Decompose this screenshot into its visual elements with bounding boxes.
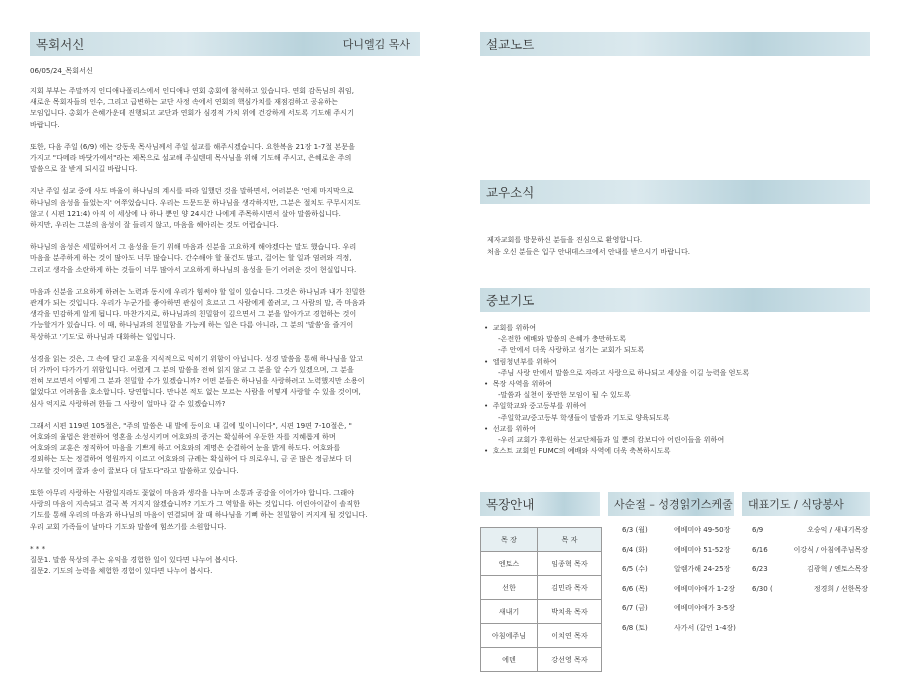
duty-date: 6/30 (: [752, 584, 773, 593]
prayer-item: -주님 사랑 안에서 말씀으로 자라고 사랑으로 하나되고 세상을 이길 능력을 얻도록: [498, 367, 750, 377]
letter-paragraph: [30, 286, 368, 342]
letter-line: 질문2. 기도의 능력을 체험한 경험이 있다면 나누어 봅시다.: [30, 566, 213, 576]
letter-paragraph: [30, 141, 368, 175]
bullet-icon: •: [484, 401, 493, 411]
letter-line: 마음과 신분을 고요하게 하려는 노력과 동시에 우리가 힘써야 할 일이 있습니다. 그것은 하나님과 내가 친밀한: [30, 286, 366, 296]
bullet-icon: •: [484, 356, 493, 366]
reading-date: 6/3 (월): [622, 526, 648, 534]
group-name-cell: 아침에주님: [481, 624, 538, 648]
letter-line: 하나님의 음성은 세밀하여서 그 음성을 듣기 위해 마음과 신분을 고요하게 해야겠다는 말도 했습니다. 우리: [30, 242, 357, 252]
letter-line: 그래서 시편 119편 105절은, "주의 말씀은 내 발에 등이요 내 길에 빛이니이다", 시편 19편 7-10절은, ": [30, 420, 352, 430]
letter-line: 그리고 생각을 소란하게 하는 것들이 너무 많아서 고요하게 하나님의 음성을 듣기 어려운 것이 현실입니다.: [30, 264, 357, 274]
group-column-header: 목 장: [481, 528, 538, 552]
leader-name-cell: 이치연 목자: [538, 624, 602, 648]
duty-assignee: 김광혁 / 엔토스목장: [807, 565, 868, 573]
letter-line: 지회 부부는 주말까지 인디애나폴리스에서 인디애나 연회 총회에 참석하고 있습니다. 연회 감독님의 취임,: [30, 86, 354, 95]
duty-title: 대표기도 / 식당봉사: [748, 498, 844, 511]
sermon-note-title: 설교노트: [486, 37, 535, 52]
table-row: [481, 648, 602, 672]
list-item: [752, 541, 868, 561]
letter-line: 하나님의 음성을 들었는지' 여쭈었습니다. 우리는 드문드문 하나님을 생각하지만, 그분은 절치도 쿠무시지도: [30, 197, 361, 207]
pastoral-group-title: 목장안내: [486, 497, 535, 512]
reading-passage: 에베미야 49-50장: [674, 526, 731, 534]
letter-date-line: 06/05/24_목회서신: [30, 66, 93, 75]
prayer-topic: [484, 423, 749, 434]
prayer-item: -말씀과 실천이 풍만한 모임이 될 수 있도록: [498, 390, 631, 400]
letter-line: 더 가까이 다가가기 위함입니다. 어렸게 그 분의 말씀을 전혀 읽지 않고 그 분을 알 수가 있겠으며, 그 분을: [30, 365, 354, 375]
reading-schedule-list: [622, 521, 736, 638]
duty-date: 6/9: [752, 526, 764, 534]
duty-schedule-list: [752, 521, 868, 599]
letter-line: 묵상하고 '기도'로 하나님과 대화하는 일입니다.: [30, 331, 176, 341]
leader-name-cell: 김민라 목자: [538, 576, 602, 600]
bullet-icon: •: [484, 379, 493, 389]
letter-paragraph: [30, 353, 368, 409]
letter-line: 새로운 목회자들의 인수, 그리고 급변하는 교단 사정 속에서 연회의 핵심가치를 재점검하고 공유하는: [30, 97, 339, 107]
duty-date: 6/16: [752, 545, 768, 554]
letter-line: 또한 아무리 사랑하는 사람일지라도 꽃없이 마음과 생각을 나누며 소통과 공감을 이어가야 합니다. 그래야: [30, 487, 354, 497]
letter-line: 말씀으로 잘 받게 되시길 바랍니다.: [30, 164, 138, 174]
list-item: [622, 560, 736, 580]
list-item: [752, 521, 868, 541]
reading-passage: 에베미야 51-52장: [674, 545, 731, 554]
duty-assignee: 정경희 / 선한목장: [813, 584, 868, 593]
reading-schedule-header: [608, 492, 734, 516]
reading-date: 6/8 (토): [622, 623, 648, 632]
letter-line: 심사 억지로 사랑하려 한들 그 사랑이 얼마나 갈 수 있겠습니까?: [30, 398, 226, 408]
letter-line: 기도를 통해 우리의 마음과 하나님의 마음이 연결되며 잘 때 하나님을 기뻐 하는 친밀함이 커지게 될 것입니다.: [30, 510, 368, 520]
letter-body: [30, 85, 368, 576]
letter-paragraph: [30, 85, 368, 130]
table-row: [481, 576, 602, 600]
prayer-topic-label: 엘림청년부를 위하여: [492, 356, 557, 366]
prayer-topic: [484, 356, 749, 367]
letter-line: 사랑의 마음이 지속되고 결국 복 거지지 않겠습니까? 기도가 그 역할을 하는 것입니다. 어린아이같이 솔직한: [30, 499, 360, 509]
table-row: [481, 600, 602, 624]
author-name: 다니엘김 목사: [342, 38, 410, 51]
prayer-item: -우리 교회가 후원하는 선교단체들과 일 뿐의 캄보디아 어린이들을 위하여: [498, 435, 725, 445]
letter-line: 우리 교회 가족들이 날마다 기도와 말씀에 힘쓰기를 소원합니다.: [30, 521, 227, 531]
prayer-topic-label: 교회를 위하여: [492, 323, 537, 332]
leader-name-cell: 강선영 목자: [538, 648, 602, 672]
group-name-cell: 선한: [481, 576, 538, 600]
letter-line: 여호와의 율법은 완전하여 영혼을 소성시키며 여호와의 증거는 확실하여 우둔한 자를 지혜롭게 하며: [30, 432, 336, 442]
letter-line: 또한, 다음 주일 (6/9) 에는 강동욱 목사님께서 주일 설교를 해주시겠습니다. 요한복음 21장 1-7절 본문을: [30, 141, 355, 151]
prayer-item: -온전한 예배와 말씀의 은혜가 충만하도록: [498, 334, 627, 344]
intercession-header: [480, 288, 870, 312]
bullet-icon: •: [484, 323, 493, 332]
reading-schedule-title: 사순절 – 성경읽기스케줄: [614, 498, 733, 511]
prayer-item: -주일학교/중고등부 학생들이 말씀과 기도로 양육되도록: [498, 412, 670, 422]
letter-line: 하지만, 우리는 그분의 음성이 잘 들리지 않고, 마음을 헤아리는 것도 어렵습니다.: [30, 220, 279, 230]
reading-passage: 에베미야애가 1-2장: [674, 584, 735, 593]
duty-assignee: 오승익 / 새내기목장: [807, 526, 868, 534]
letter-line: 가능할거가 있습니다. 이 때, 하나님과의 친밀함을 가능케 하는 일은 다름 아니라, 그 분의 '말씀'을 즐거이: [30, 320, 354, 330]
list-item: [622, 541, 736, 561]
letter-paragraph: [30, 543, 368, 577]
list-item: [752, 580, 868, 600]
prayer-topic-label: 목장 사역을 위하여: [492, 379, 553, 389]
bullet-icon: •: [484, 446, 493, 456]
intercession-list: [484, 322, 749, 456]
reading-passage: 알렘가해 24-25장: [674, 565, 731, 573]
group-name-cell: 엔토스: [481, 552, 538, 576]
prayer-topic: [484, 378, 749, 389]
list-item: [622, 599, 736, 619]
leader-column-header: 목 자: [538, 528, 602, 552]
church-news-body: [487, 212, 690, 268]
prayer-item: -주 안에서 더욱 사랑하고 섬기는 교회가 되도록: [498, 345, 645, 355]
pastoral-group-header: [480, 492, 600, 516]
duty-date: 6/23: [752, 565, 768, 573]
letter-line: 모임입니다. 총회가 은혜가운데 진행되고 교단과 연회가 심경적 가치 위에 건강하게 서도록 기도해 주시기: [30, 108, 354, 118]
letter-line: 않고 ( 시편 121:4) 아직 이 세상에 나 하나 뿐인 양 24시간 나에게 주목하시면서 살아 말씀하십니다.: [30, 208, 341, 218]
group-name-cell: 새내기: [481, 600, 538, 624]
sermon-note-header: [480, 32, 870, 56]
reading-date: 6/4 (화): [622, 545, 648, 554]
church-news-header: [480, 180, 870, 204]
prayer-topic-label: 주일학교와 중고등부를 위하여: [492, 401, 587, 411]
prayer-topic-label: 선교를 위하여: [492, 423, 537, 433]
letter-line: 관계가 되는 것입니다. 우리가 누군가를 좋아하면 관심이 흐르고 그 사람에게 쏠려고, 그 사람의 말, 즉 마음과: [30, 298, 366, 308]
reading-date: 6/7 (금): [622, 604, 648, 612]
pastoral-letter-title: 목회서신: [36, 37, 85, 52]
letter-line: 가지고 "다메라 바닷가에서"라는 제목으로 설교해 주실텐데 목사님을 위해 기도해 주시고, 은혜로운 주의: [30, 153, 352, 163]
letter-line: 마음을 분주하게 하는 것이 많아도 너무 많습니다. 간수해야 할 물건도 많고, 걸어는 할 일과 염려와 걱정,: [30, 253, 352, 263]
letter-line: 경외하는 도는 정결하여 영원까지 이르고 여호와의 규례는 확실하여 다 의로우니, 금 곧 많은 정금보다 더: [30, 454, 352, 464]
reading-date: 6/5 (수): [622, 565, 648, 573]
pastoral-letter-header: [30, 32, 420, 56]
bullet-icon: •: [484, 423, 493, 433]
letter-paragraph: [30, 241, 368, 275]
table-row: [481, 624, 602, 648]
news-line: 처음 오신 분들은 입구 안내데스크에서 안내를 받으시기 바랍니다.: [487, 246, 691, 256]
duty-header: [742, 492, 870, 516]
letter-line: 바랍니다.: [30, 119, 60, 129]
news-line: 제자교회를 방문하신 분들을 진심으로 환영합니다.: [487, 235, 643, 245]
reading-passage: 에베미야애가 3-5장: [674, 604, 735, 612]
letter-line: 없었다고 어려움을 호소합니다. 당연합니다. 만나본 적도 없는 모르는 사람을 어떻게 사랑할 수 있을 것이며,: [30, 387, 361, 397]
leader-name-cell: 박치육 목자: [538, 600, 602, 624]
intercession-title: 중보기도: [486, 293, 535, 308]
list-item: [752, 560, 868, 580]
letter-paragraph: [30, 487, 368, 532]
letter-line: 사모할 것이며 꿀과 송이 꿀보다 더 달도다"라고 말씀하고 있습니다.: [30, 465, 239, 475]
letter-line: * * *: [30, 543, 46, 553]
table-row: [481, 552, 602, 576]
letter-line: 성경을 읽는 것은, 그 속에 담긴 교훈을 지식적으로 익히기 위함이 아닙니다. 성경 말씀을 통해 하나님을 알고: [30, 353, 363, 363]
list-item: [622, 619, 736, 639]
letter-line: 여호와의 교훈은 정직하여 마음을 기쁘게 하고 여호와의 계명은 순결하여 눈을 밝게 하도다. 여호와를: [30, 443, 341, 453]
letter-line: 전혀 모르면서 어떻게 그 분과 친밀할 수가 있겠습니까? 어떤 분들은 하나님을 사랑하려고 노력했지만 소용이: [30, 376, 365, 386]
letter-paragraph: [30, 420, 368, 476]
letter-paragraph: [30, 185, 368, 230]
letter-line: 질문1. 말씀 묵상의 주는 유익을 경험한 일이 있다면 나누어 봅시다.: [30, 554, 238, 564]
letter-line: 생각을 민감하게 알게 됩니다. 마찬가지로, 하나님과의 친밀함이 깊으면서 그 분을 알아가고 경험하는 것이: [30, 309, 357, 319]
group-name-cell: 에덴: [481, 648, 538, 672]
prayer-topic-label: 호스트 교회인 FUMC의 예배와 사역에 더욱 축복하시도록: [492, 446, 671, 456]
prayer-topic: [484, 400, 749, 411]
church-news-title: 교우소식: [486, 185, 535, 200]
prayer-topic: [484, 322, 749, 333]
duty-assignee: 이강식 / 아침에주님목장: [793, 545, 868, 554]
leader-name-cell: 임종혁 목자: [538, 552, 602, 576]
list-item: [622, 521, 736, 541]
pastoral-group-table: [480, 527, 602, 672]
letter-line: 지난 주일 설교 중에 사도 바울이 하나님의 계시를 따라 일했던 것을 말하면서, 여러분은 '언제 마지막으로: [30, 186, 354, 196]
list-item: [622, 580, 736, 600]
prayer-topic: [484, 445, 749, 456]
reading-date: 6/6 (목): [622, 584, 648, 593]
reading-passage: 사가서 (갈언 1-4장): [674, 623, 736, 632]
